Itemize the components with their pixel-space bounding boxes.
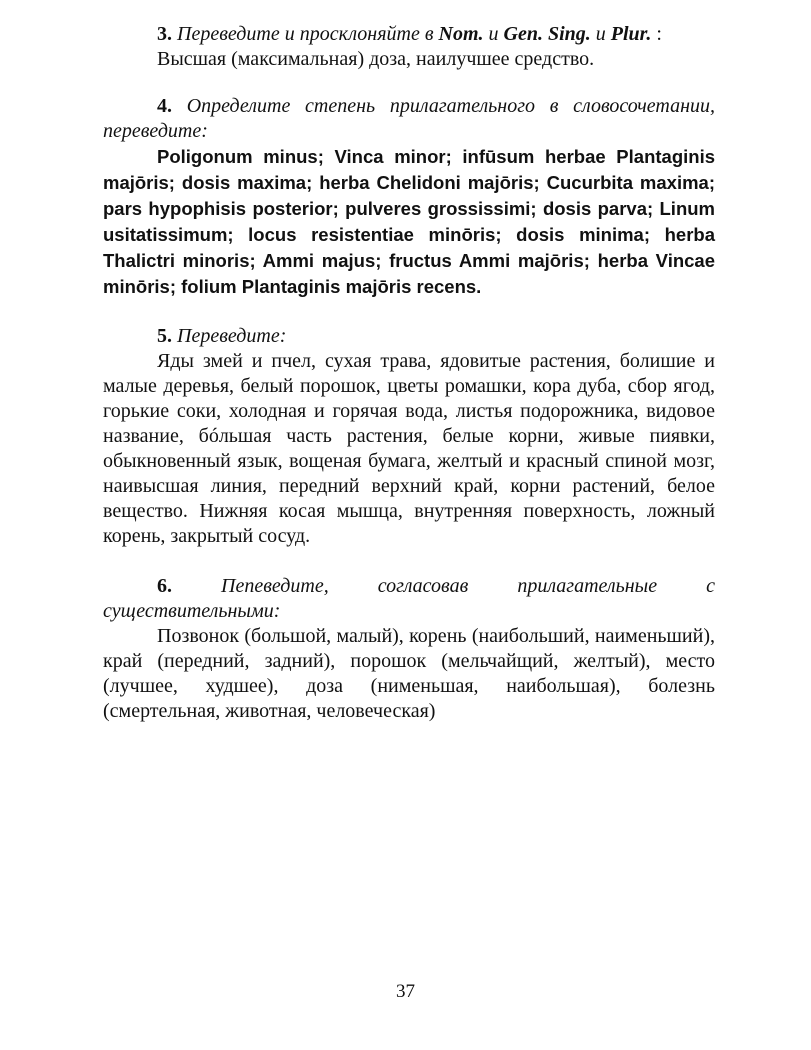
exercise-instruction: Определите степень прилагательного в словосочетании, переведите: [103, 95, 715, 142]
exercise-6 [103, 574, 715, 724]
case-term-plur: Plur. [610, 23, 652, 45]
exercise-3-heading [103, 22, 715, 47]
exercise-number: 5. [157, 325, 172, 347]
case-term-gen-sing: Gen. Sing. [503, 23, 591, 45]
exercise-6-heading [103, 574, 715, 624]
spacer [103, 549, 715, 574]
exercise-5-heading [103, 324, 715, 349]
exercise-5 [103, 324, 715, 549]
exercise-4-heading [103, 94, 715, 144]
exercise-5-text: Яды змей и пчел, сухая трава, ядовитые растения, болишие и малые деревья, белый порошок, цветы ромашки, кора дуба, сбор ягод, горькие соки, холодная и горячая вода, листья подорожника, видовое название, бóльшая часть растения, белые корни, живые пиявки, обыкновенный язык, вощеная бумага, желтый и красный спиной мозг, наивысшая линия, передний верхний край, корни растений, белое вещество. Нижняя косая мышца, внутренняя поверхность, ложный корень, закрытый сосуд. [103, 350, 715, 547]
exercise-instruction: Пепеведите, согласовав прилагательные с существительными: [103, 575, 715, 622]
exercise-6-text: Позвонок (большой, малый), корень (наибольший, наименьший), край (передний, задний), порошок (мельчайщий, желтый), место (лучшее, худшее), доза (нименьшая, наибольшая), болезнь (смертельная, животная, человеческая) [103, 625, 715, 722]
exercise-number: 3. [157, 23, 172, 45]
conjunction: и [595, 23, 606, 45]
page-number: 37 [396, 981, 415, 1002]
spacer [103, 300, 715, 324]
case-term-nom: Nom. [438, 23, 484, 45]
exercise-number: 4. [157, 95, 172, 117]
page-content [103, 22, 715, 724]
spacer [103, 72, 715, 94]
exercise-4-text: Poligonum minus; Vinca minor; infūsum herbae Plantaginis majōris; dosis maxima; herba Chelidoni majōris; Cucurbita maxima; pars hypophisis posterior; pulveres grossissimi; dosis parva; Linum usitatissimum; locus resistentiae minōris; dosis minima; herba Thalictri minoris; Ammi majus; fructus Ammi majōris; herba Vincae minōris; folium Plantaginis majōris recens. [103, 146, 715, 297]
exercise-instruction: Переведите и просклоняйте в [177, 23, 434, 45]
heading-colon: : [656, 23, 662, 45]
exercise-instruction: Переведите: [177, 325, 287, 347]
exercise-4 [103, 94, 715, 300]
exercise-3 [103, 22, 715, 72]
exercise-number: 6. [157, 575, 172, 597]
conjunction: и [488, 23, 499, 45]
exercise-3-text: Высшая (максимальная) доза, наилучшее средство. [157, 48, 595, 70]
